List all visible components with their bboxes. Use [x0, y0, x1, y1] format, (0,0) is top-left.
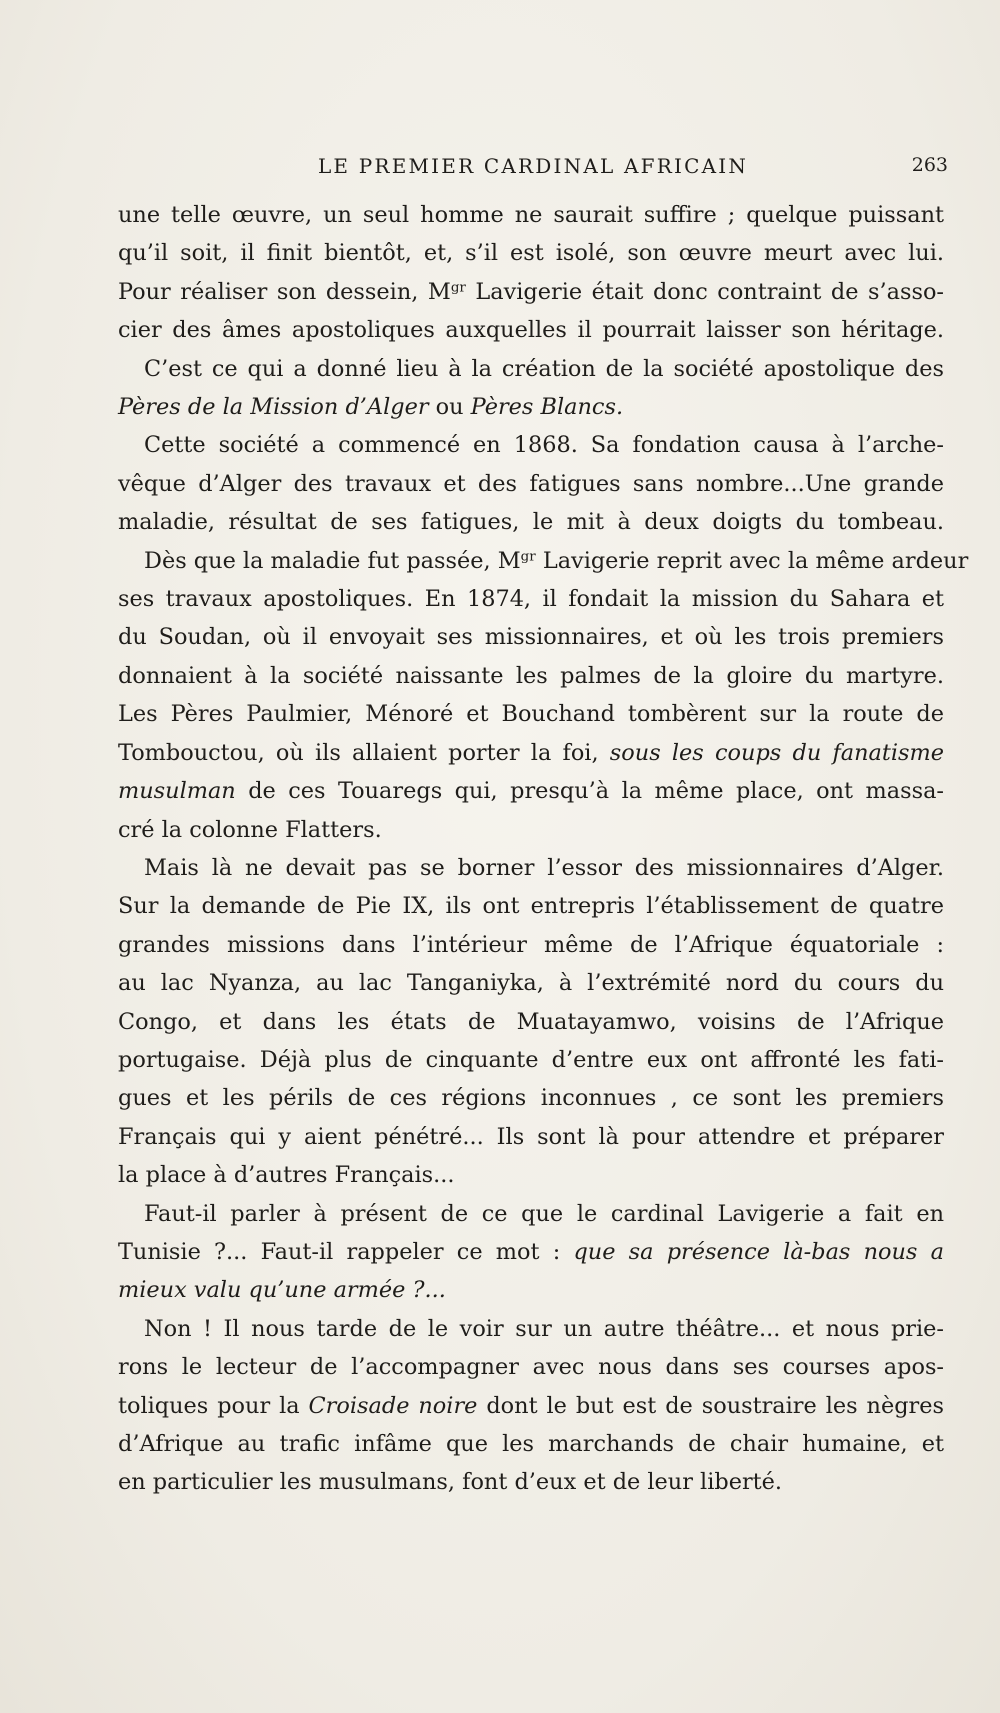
text-line: portugaise. Déjà plus de cinquante d’entre eux ont affronté les fati-	[118, 1046, 944, 1073]
running-head: LE PREMIER CARDINAL AFRICAIN	[317, 154, 749, 178]
text-line: Faut-il parler à présent de ce que le cardinal Lavigerie a fait en	[144, 1200, 944, 1227]
text-line: qu’il soit, il finit bientôt, et, s’il est isolé, son œuvre meurt avec lui.	[118, 240, 944, 267]
text-line: Sur la demande de Pie IX, ils ont entrepris l’établissement de quatre	[118, 893, 944, 920]
text-line: en particulier les musulmans, font d’eux et de leur liberté.	[118, 1469, 783, 1496]
text-line: Français qui y aient pénétré... Ils sont là pour attendre et préparer	[118, 1123, 944, 1150]
body-text	[118, 196, 969, 1502]
text-line: donnaient à la société naissante les palmes de la gloire du martyre.	[118, 662, 944, 689]
text-line: Dès que la maladie fut passée, $M^{gr}$ Lavigerie reprit avec la même ardeur	[144, 547, 969, 574]
text-line: toliques pour la Croisade noire dont le but est de soustraire les nègres	[118, 1392, 944, 1419]
text-line: Tombouctou, où ils allaient porter la foi, sous les coups du fanatisme	[118, 739, 944, 766]
text-line: C’est ce qui a donné lieu à la création de la société apostolique des	[144, 355, 944, 382]
text-line: une telle œuvre, un seul homme ne saurait suffire ; quelque puissant	[118, 202, 944, 228]
text-line: ses travaux apostoliques. En 1874, il fondait la mission du Sahara et	[118, 586, 944, 613]
text-line: Pères de la Mission d’Alger ou Pères Blancs.	[118, 394, 624, 421]
page-header	[118, 154, 948, 188]
text-line: musulman de ces Touaregs qui, presqu’à la même place, ont massa-	[118, 778, 944, 805]
text-line: Tunisie ?... Faut-il rappeler ce mot : que sa présence là-bas nous a	[118, 1238, 944, 1265]
text-line: rons le lecteur de l’accompagner avec nous dans ses courses apos-	[118, 1354, 944, 1381]
text-line: maladie, résultat de ses fatigues, le mit à deux doigts du tombeau.	[118, 509, 944, 536]
text-line: Non ! Il nous tarde de le voir sur un autre théâtre... et nous prie-	[144, 1315, 944, 1342]
text-line: Les Pères Paulmier, Ménoré et Bouchand tombèrent sur la route de	[118, 701, 944, 728]
text-line: gues et les périls de ces régions inconnues , ce sont les premiers	[118, 1085, 944, 1112]
text-line: vêque d’Alger des travaux et des fatigues sans nombre...Une grande	[118, 470, 944, 497]
text-line: grandes missions dans l’intérieur même de l’Afrique équatoriale :	[118, 931, 944, 958]
page-number: 263	[911, 154, 948, 176]
text-line: mieux valu qu’une armée ?...	[118, 1277, 446, 1304]
text-line: cré la colonne Flatters.	[118, 816, 382, 843]
text-line: du Soudan, où il envoyait ses missionnaires, et où les trois premiers	[118, 624, 944, 651]
text-line: Congo, et dans les états de Muatayamwo, voisins de l’Afrique	[118, 1008, 944, 1035]
text-line: d’Afrique au trafic infâme que les marchands de chair humaine, et	[118, 1431, 944, 1457]
text-line: Cette société a commencé en 1868. Sa fondation causa à l’arche-	[144, 432, 944, 459]
text-line: la place à d’autres Français...	[118, 1162, 455, 1189]
text-line: Mais là ne devait pas se borner l’essor des missionnaires d’Alger.	[144, 854, 944, 881]
text-line: au lac Nyanza, au lac Tanganiyka, à l’extrémité nord du cours du	[118, 970, 944, 997]
text-line: Pour réaliser son dessein, $M^{gr}$ Lavigerie était donc contraint de s’asso-	[118, 278, 944, 305]
text-line: cier des âmes apostoliques auxquelles il pourrait laisser son héritage.	[118, 317, 944, 344]
